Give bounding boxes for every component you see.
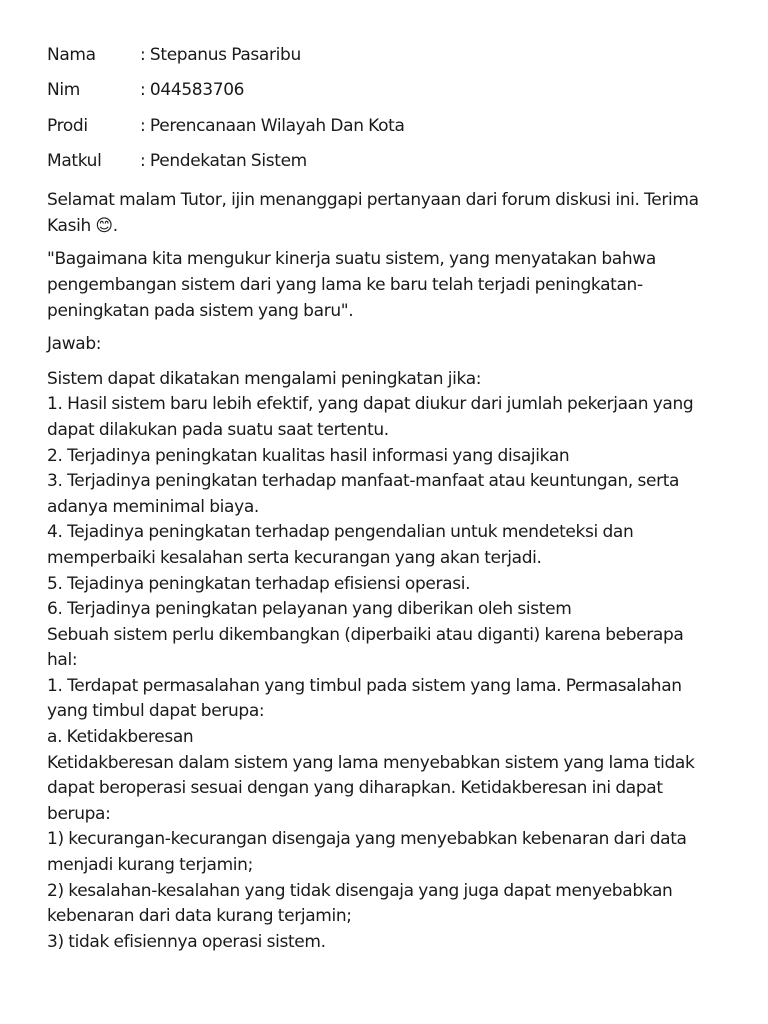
text-line: kebenaran dari data kurang terjamin; xyxy=(47,906,352,927)
info-row-nama xyxy=(47,42,737,77)
student-info xyxy=(47,42,737,183)
info-value: : Perencanaan Wilayah Dan Kota xyxy=(140,115,405,136)
text-line: 4. Tejadinya peningkatan terhadap pengendalian untuk mendeteksi dan xyxy=(47,522,634,543)
text-line: yang timbul dapat berupa: xyxy=(47,701,265,722)
info-label: Matkul xyxy=(47,150,102,171)
text-line: 2. Terjadinya peningkatan kualitas hasil informasi yang disajikan xyxy=(47,445,570,466)
text-line: "Bagaimana kita mengukur kinerja suatu sistem, yang menyatakan bahwa xyxy=(47,249,656,270)
document-page xyxy=(47,42,737,955)
info-row-prodi xyxy=(47,113,737,148)
text-line: Kasih 😊. xyxy=(47,215,118,236)
text-line: a. Ketidakberesan xyxy=(47,727,194,748)
text-line: menjadi kurang terjamin; xyxy=(47,855,253,876)
text-line: 3) tidak efisiennya operasi sistem. xyxy=(47,931,326,952)
text-line: berupa: xyxy=(47,803,111,824)
text-line: 5. Tejadinya peningkatan terhadap efisiensi operasi. xyxy=(47,573,471,594)
text-line: Ketidakberesan dalam sistem yang lama menyebabkan sistem yang lama tidak xyxy=(47,752,695,773)
info-row-matkul xyxy=(47,148,737,183)
answer-label xyxy=(47,332,737,358)
text-line: 2) kesalahan-kesalahan yang tidak disengaja yang juga dapat menyebabkan xyxy=(47,880,673,901)
text-line: 1. Hasil sistem baru lebih efektif, yang dapat diukur dari jumlah pekerjaan yang xyxy=(47,394,694,415)
info-value: : 044583706 xyxy=(140,80,245,101)
text-line: 6. Terjadinya peningkatan pelayanan yang diberikan oleh sistem xyxy=(47,599,572,620)
info-value: : Stepanus Pasaribu xyxy=(140,45,301,65)
greeting-paragraph xyxy=(47,188,737,239)
info-label: Nama xyxy=(47,45,96,65)
info-label: Nim xyxy=(47,80,80,101)
text-line: Sistem dapat dikatakan mengalami peningkatan jika: xyxy=(47,368,482,389)
text-line: peningkatan pada sistem yang baru". xyxy=(47,300,354,321)
text-line: pengembangan sistem dari yang lama ke baru telah terjadi peningkatan- xyxy=(47,274,643,295)
text-line: adanya meminimal biaya. xyxy=(47,496,259,517)
text-line: Selamat malam Tutor, ijin menanggapi pertanyaan dari forum diskusi ini. Terima xyxy=(47,190,699,211)
info-value: : Pendekatan Sistem xyxy=(140,150,307,171)
text-line: memperbaiki kesalahan serta kecurangan yang akan terjadi. xyxy=(47,547,542,568)
text-line: Jawab: xyxy=(47,334,102,355)
answer-body xyxy=(47,367,737,956)
text-line: dapat beroperasi sesuai dengan yang diharapkan. Ketidakberesan ini dapat xyxy=(47,778,663,799)
info-label: Prodi xyxy=(47,115,88,136)
text-line: Sebuah sistem perlu dikembangkan (diperbaiki atau diganti) karena beberapa xyxy=(47,624,684,645)
text-line: 1. Terdapat permasalahan yang timbul pada sistem yang lama. Permasalahan xyxy=(47,675,682,696)
text-line: dapat dilakukan pada suatu saat tertentu. xyxy=(47,419,389,440)
text-line: hal: xyxy=(47,650,78,671)
text-line: 3. Terjadinya peningkatan terhadap manfaat-manfaat atau keuntungan, serta xyxy=(47,471,680,492)
question-paragraph xyxy=(47,247,737,324)
text-line: 1) kecurangan-kecurangan disengaja yang menyebabkan kebenaran dari data xyxy=(47,829,687,850)
info-row-nim xyxy=(47,77,737,112)
